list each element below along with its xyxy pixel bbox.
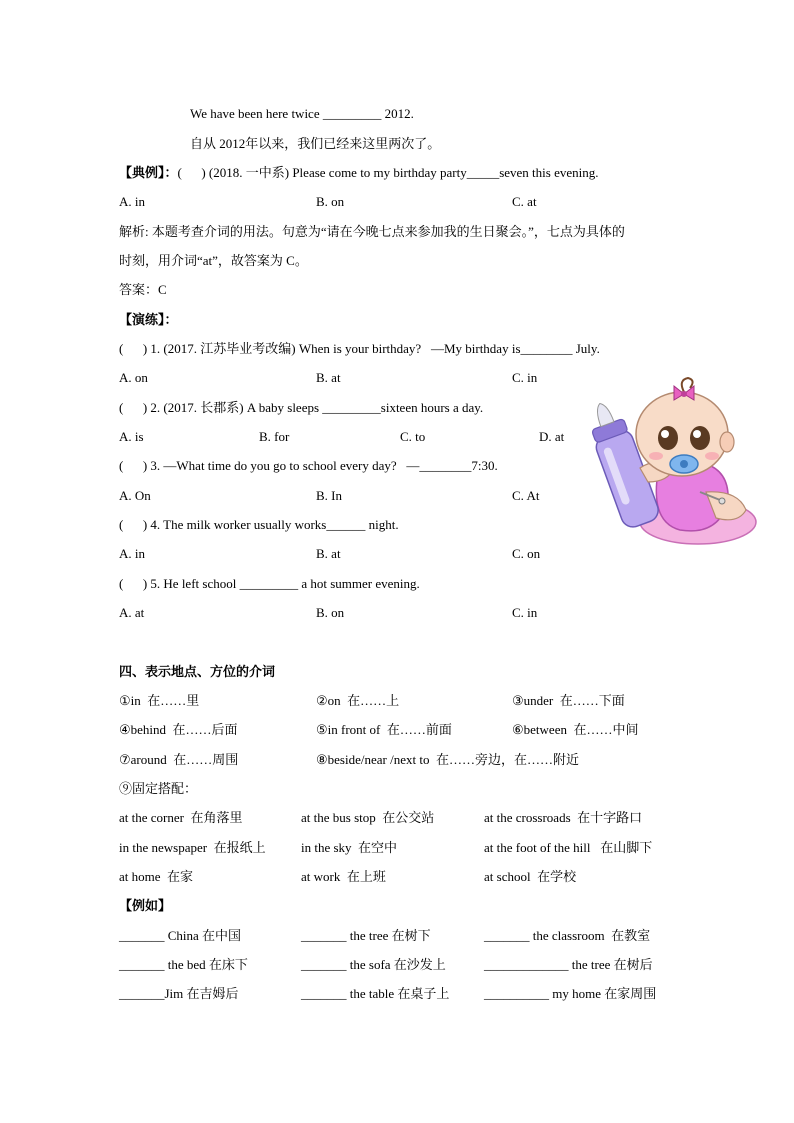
example-blank: _______ China 在中国 (119, 928, 242, 943)
q3-option-c: C. At (512, 488, 540, 503)
dianli-option-c: C. at (512, 194, 537, 209)
yanlian-question-5: ( ) 5. He left school _________ a hot summer evening. (119, 576, 420, 591)
dianli-option-b: B. on (316, 194, 345, 209)
q3-option-b: B. In (316, 488, 342, 503)
prep-around: ⑦around 在……周围 (119, 752, 239, 767)
q5-option-a: A. at (119, 605, 145, 620)
fixed-item: at the corner 在角落里 (119, 810, 243, 825)
q4-option-b: B. at (316, 546, 341, 561)
q2-option-b: B. for (259, 429, 290, 444)
prep-between: ⑥between 在……中间 (512, 722, 639, 737)
q2-option-a: A. is (119, 429, 144, 444)
example-blank: _______ the tree 在树下 (301, 928, 431, 943)
prep-in: ①in 在……里 (119, 693, 200, 708)
prep-under: ③under 在……下面 (512, 693, 625, 708)
prep-behind: ④behind 在……后面 (119, 722, 238, 737)
dianli-line (119, 164, 599, 182)
example-blank: _______Jim 在吉姆后 (119, 986, 239, 1001)
intro-example-cn: 自从 2012年以来，我们已经来这里两次了。 (190, 136, 441, 151)
dianli-answer: 答案：C (119, 282, 167, 297)
yanlian-label: 【演练】： (119, 312, 178, 327)
example-label: 【例如】 (119, 898, 172, 913)
fixed-item: at home 在家 (119, 869, 194, 884)
intro-example-en: We have been here twice _________ 2012. (190, 106, 414, 121)
q2-option-d: D. at (539, 429, 565, 444)
prep-on: ②on 在……上 (316, 693, 400, 708)
q4-option-a: A. in (119, 546, 145, 561)
yanlian-question-2: ( ) 2. (2017. 长郡系) A baby sleeps _________sixteen hours a day. (119, 400, 484, 415)
dianli-analysis-line2: 时刻，用介词“at”，故答案为 C。 (119, 253, 308, 268)
yanlian-question-3: ( ) 3. —What time do you go to school every day? —________7:30. (119, 458, 498, 473)
fixed-item: at the foot of the hill 在山脚下 (484, 840, 653, 855)
example-blank: _______ the table 在桌子上 (301, 986, 450, 1001)
q5-option-b: B. on (316, 605, 345, 620)
dianli-option-a: A. in (119, 194, 145, 209)
example-blank: _______ the sofa 在沙发上 (301, 957, 446, 972)
q3-option-a: A. On (119, 488, 151, 503)
example-blank: __________ my home 在家周围 (484, 986, 657, 1001)
yanlian-question-4: ( ) 4. The milk worker usually works______ night. (119, 517, 399, 532)
dianli-label: 【典例】： (119, 165, 178, 180)
fixed-item: in the newspaper 在报纸上 (119, 840, 266, 855)
example-blank: _______ the classroom 在教室 (484, 928, 651, 943)
q5-option-c: C. in (512, 605, 538, 620)
fixed-item: at the bus stop 在公交站 (301, 810, 435, 825)
example-blank: _______ the bed 在床下 (119, 957, 248, 972)
fixed-item: at school 在学校 (484, 869, 577, 884)
fixed-item: at work 在上班 (301, 869, 386, 884)
q1-option-b: B. at (316, 370, 341, 385)
fixed-item: in the sky 在空中 (301, 840, 398, 855)
prep-in-front-of: ⑤in front of 在……前面 (316, 722, 452, 737)
fixed-item: at the crossroads 在十字路口 (484, 810, 643, 825)
dianli-question: ( ) (2018. 一中系) Please come to my birthday party_____seven this evening. (177, 165, 599, 180)
q2-option-c: C. to (400, 429, 426, 444)
q4-option-c: C. on (512, 546, 541, 561)
dianli-analysis-line1: 解析: 本题考查介词的用法。句意为“请在今晚七点来参加我的生日聚会。”，七点为具体的 (119, 224, 625, 239)
baby-with-bottle-illustration (588, 372, 760, 548)
q1-option-c: C. in (512, 370, 538, 385)
yanlian-question-1: ( ) 1. (2017. 江苏毕业考改编) When is your birthday? —My birthday is________ July. (119, 341, 600, 356)
example-blank: _____________ the tree 在树后 (484, 957, 653, 972)
prep-beside: ⑧beside/near /next to 在……旁边，在……附近 (316, 752, 579, 767)
section4-title: 四、表示地点、方位的介词 (119, 664, 276, 679)
fixed-collocation-label: ⑨固定搭配： (119, 781, 198, 796)
q1-option-a: A. on (119, 370, 148, 385)
